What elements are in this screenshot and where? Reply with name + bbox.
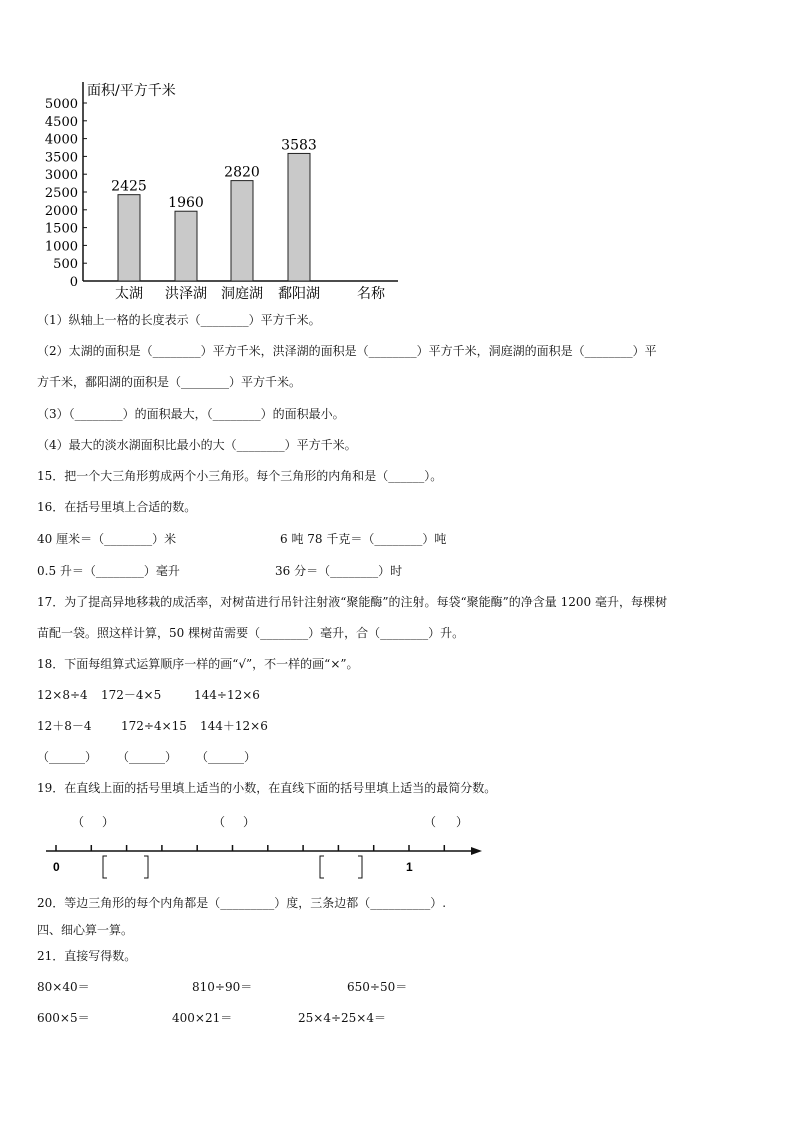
q16-item-b: 6 吨 78 千克＝（________）吨 xyxy=(280,532,447,546)
question-18-title: 18．下面每组算式运算顺序一样的画“√”，不一样的画“×”。 xyxy=(37,657,359,671)
q16-item-c: 0.5 升＝（________）毫升 xyxy=(37,564,180,578)
q16-item-a: 40 厘米＝（________）米 xyxy=(37,532,177,546)
data-label: 2425 xyxy=(111,178,147,195)
q21-item: 80×40＝ xyxy=(37,980,90,994)
y-tick-label: 1500 xyxy=(44,221,78,237)
decimal-paren-close: ） xyxy=(102,815,115,829)
question-17-line2: 苗配一袋。照这样计算，50 棵树苗需要（________）毫升，合（________）升。 xyxy=(37,626,465,640)
question-19-title: 19．在直线上面的括号里填上适当的小数，在直线下面的括号里填上适当的最简分数。 xyxy=(37,781,497,795)
q18-answer-blank: （______） xyxy=(196,750,257,764)
q21-item: 400×21＝ xyxy=(172,1011,233,1025)
question-15: 15．把一个大三角形剪成两个小三角形。每个三角形的内角和是（______）。 xyxy=(37,469,443,483)
decimal-paren-open: （ xyxy=(72,815,85,829)
decimal-paren-close: ） xyxy=(456,815,469,829)
q18-expr: 144＋12×6 xyxy=(200,719,268,733)
lake-area-bar-chart xyxy=(0,0,794,310)
tick-label-zero: 0 xyxy=(53,860,60,874)
category-label: 洞庭湖 xyxy=(221,286,263,302)
data-label: 3583 xyxy=(281,137,317,154)
tick-label-one: 1 xyxy=(406,860,413,874)
fraction-bracket-right xyxy=(358,856,362,878)
bar xyxy=(118,195,140,281)
q21-item: 25×4÷25×4＝ xyxy=(298,1011,386,1025)
y-tick-label: 3500 xyxy=(44,150,78,166)
bar xyxy=(288,153,310,281)
fraction-bracket-right xyxy=(144,856,148,878)
q18-answer-blank: （______） xyxy=(37,750,98,764)
q14-part3: （3）（________）的面积最大，（________）的面积最小。 xyxy=(37,407,345,421)
data-label: 1960 xyxy=(168,195,204,212)
q18-answer-blank: （______） xyxy=(117,750,178,764)
data-label: 2820 xyxy=(224,164,260,181)
q18-expr: 172÷4×15 xyxy=(121,719,187,733)
fraction-bracket-left xyxy=(320,856,324,878)
category-label: 洪泽湖 xyxy=(165,286,207,302)
y-tick-label: 2000 xyxy=(44,203,78,219)
category-label: 鄱阳湖 xyxy=(278,286,320,302)
section-4-heading: 四、细心算一算。 xyxy=(37,923,134,937)
q18-expr: 12＋8－4 xyxy=(37,719,92,733)
decimal-paren-open: （ xyxy=(213,815,226,829)
q16-item-d: 36 分＝（________）时 xyxy=(275,564,403,578)
q21-item: 600×5＝ xyxy=(37,1011,90,1025)
question-21-title: 21．直接写得数。 xyxy=(37,949,137,963)
question-20: 20．等边三角形的每个内角都是（_________）度，三条边都（__________）. xyxy=(37,896,447,910)
decimal-paren-close: ） xyxy=(243,815,256,829)
q18-expr: 12×8÷4 xyxy=(37,688,88,702)
q14-part2-line2: 方千米，鄱阳湖的面积是（________）平方千米。 xyxy=(37,375,302,389)
y-tick-label: 4500 xyxy=(44,114,78,130)
bar xyxy=(175,211,197,281)
y-tick-label: 1000 xyxy=(44,239,78,255)
y-tick-label: 500 xyxy=(53,257,78,273)
y-tick-label: 5000 xyxy=(44,97,78,112)
y-tick-label: 3000 xyxy=(44,168,78,184)
question-16-title: 16．在括号里填上合适的数。 xyxy=(37,500,197,514)
q21-item: 650÷50＝ xyxy=(347,980,408,994)
y-axis-label: 面积/平方千米 xyxy=(87,83,176,99)
q14-part1: （1）纵轴上一格的长度表示（________）平方千米。 xyxy=(37,313,321,327)
arrow-head-icon xyxy=(471,847,482,855)
category-label: 太湖 xyxy=(115,286,143,302)
q18-expr: 172－4×5 xyxy=(101,688,162,702)
q21-item: 810÷90＝ xyxy=(192,980,253,994)
number-line xyxy=(0,808,794,888)
y-tick-label: 2500 xyxy=(44,186,78,201)
q14-part2-line1: （2）太湖的面积是（________）平方千米，洪泽湖的面积是（________）平方千米，洞庭湖的面积是（________）平 xyxy=(37,344,657,358)
fraction-bracket-left xyxy=(103,856,107,878)
bar xyxy=(231,181,253,281)
question-17-line1: 17．为了提高异地移栽的成活率，对树苗进行吊针注射液“聚能酶”的注射。每袋“聚能酶”的净含量 1200 毫升，每棵树 xyxy=(37,595,667,609)
q14-part4: （4）最大的淡水湖面积比最小的大（________）平方千米。 xyxy=(37,438,357,452)
q18-expr: 144÷12×6 xyxy=(194,688,260,702)
y-tick-label: 0 xyxy=(69,275,78,290)
x-axis-label: 名称 xyxy=(357,286,385,302)
y-tick-label: 4000 xyxy=(44,132,78,148)
decimal-paren-open: （ xyxy=(424,815,437,829)
